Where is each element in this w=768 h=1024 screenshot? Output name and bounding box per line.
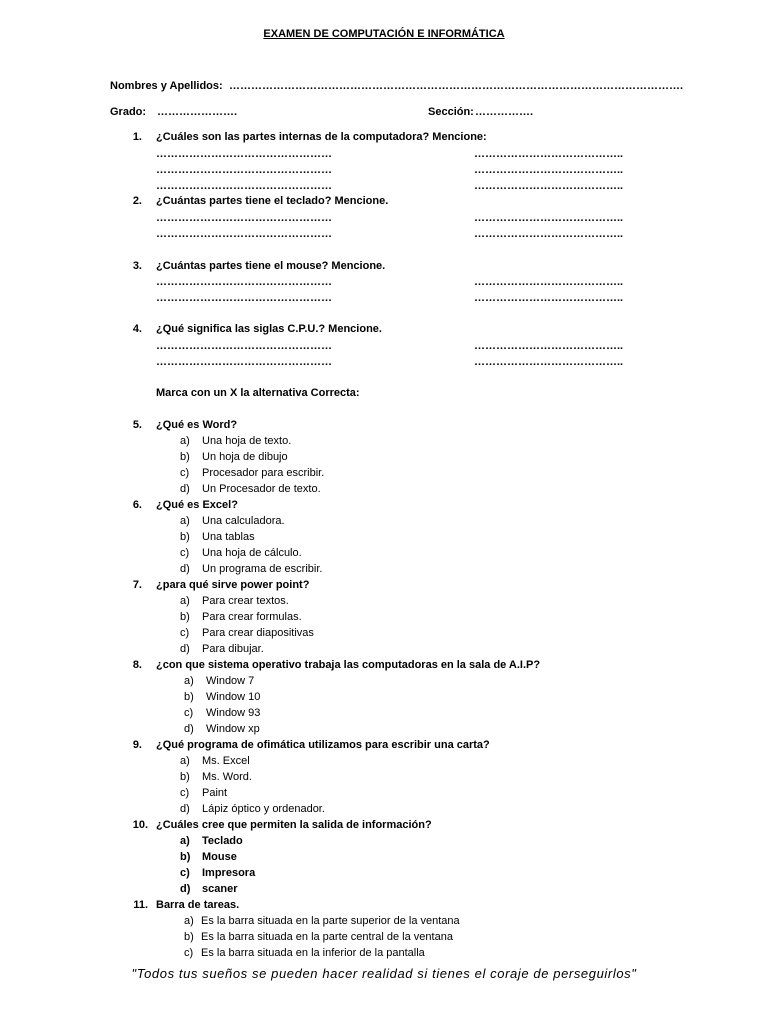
question-number: 3. [132, 260, 142, 272]
exam-title: EXAMEN DE COMPUTACIÓN E INFORMÁTICA [263, 28, 505, 40]
option-letter: d) [180, 483, 190, 495]
answer-line: ………………………………………… [156, 340, 332, 352]
answer-line: ………………………………….. [474, 356, 624, 368]
option-letter: d) [180, 883, 191, 895]
question-number: 9. [132, 739, 142, 751]
question-text: ¿con que sistema operativo trabaja las computadoras en la sala de A.I.P? [156, 659, 541, 671]
option-letter: c) [184, 947, 194, 959]
option-text: Un programa de escribir. [202, 563, 323, 575]
name-line: ……………………………………………………………………………………………………………. [229, 80, 684, 92]
option-text: Teclado [202, 835, 243, 847]
answer-line: ………………………………….. [474, 164, 624, 176]
option-text: Es la barra situada en la parte superior de la ventana [201, 915, 460, 927]
option-letter: c) [180, 547, 190, 559]
option-letter: b) [180, 771, 190, 783]
name-label: Nombres y Apellidos: [110, 80, 223, 92]
question-number: 10. [132, 819, 148, 831]
answer-line: ………………………………………… [156, 276, 332, 288]
option-text: Impresora [202, 867, 256, 879]
answer-line: ………………………………………… [156, 164, 332, 176]
section-line: ……………. [475, 106, 534, 118]
option-text: Mouse [202, 851, 237, 863]
option-letter: b) [180, 611, 190, 623]
option-letter: a) [180, 595, 190, 607]
answer-line: ………………………………………… [156, 228, 332, 240]
answer-line: ………………………………….. [474, 292, 624, 304]
answer-line: ………………………………………… [156, 180, 332, 192]
grade-label: Grado: [110, 106, 147, 118]
question-text: ¿Cuántas partes tiene el mouse? Mencione. [156, 260, 386, 272]
question-text: ¿Qué significa las siglas C.P.U.? Mencione. [156, 323, 382, 335]
question-number: 4. [132, 323, 142, 335]
option-text: Para crear textos. [202, 595, 289, 607]
option-letter: d) [184, 723, 194, 735]
answer-line: ………………………………….. [474, 148, 624, 160]
option-letter: c) [180, 467, 190, 479]
option-text: Window 7 [206, 675, 255, 687]
option-letter: b) [180, 451, 190, 463]
option-letter: b) [184, 691, 194, 703]
option-text: Ms. Excel [202, 755, 250, 767]
question-number: 2. [132, 195, 142, 207]
answer-line: ………………………………….. [474, 340, 624, 352]
option-letter: b) [180, 851, 191, 863]
option-text: Una tablas [202, 531, 255, 543]
option-text: Ms. Word. [202, 771, 252, 783]
option-letter: b) [180, 531, 190, 543]
question-text: ¿Qué es Word? [156, 419, 238, 431]
answer-line: ………………………………….. [474, 180, 624, 192]
option-text: Una hoja de cálculo. [202, 547, 302, 559]
question-text: ¿Cuáles cree que permiten la salida de información? [156, 819, 432, 831]
option-text: Paint [202, 787, 228, 799]
option-letter: a) [180, 835, 190, 847]
option-text: scaner [202, 883, 238, 895]
answer-line: ………………………………….. [474, 276, 624, 288]
question-number: 7. [132, 579, 142, 591]
option-letter: a) [180, 435, 190, 447]
answer-line: ………………………………….. [474, 228, 624, 240]
answer-line: ………………………………………… [156, 292, 332, 304]
option-text: Window 10 [206, 691, 261, 703]
option-letter: a) [184, 675, 194, 687]
option-letter: d) [180, 563, 190, 575]
option-letter: d) [180, 643, 190, 655]
option-text: Un Procesador de texto. [202, 483, 321, 495]
question-text: ¿para qué sirve power point? [156, 579, 310, 591]
option-text: Un hoja de dibujo [202, 451, 288, 463]
question-number: 1. [132, 131, 142, 143]
option-letter: c) [180, 867, 190, 879]
question-text: ¿Qué programa de ofimática utilizamos para escribir una carta? [156, 739, 490, 751]
option-letter: c) [184, 707, 194, 719]
option-text: Window xp [206, 723, 260, 735]
question-text: Barra de tareas. [156, 899, 240, 911]
option-text: Window 93 [206, 707, 261, 719]
question-number: 5. [132, 419, 142, 431]
answer-line: ………………………………………… [156, 356, 332, 368]
option-letter: a) [180, 515, 190, 527]
option-text: Lápiz óptico y ordenador. [202, 803, 325, 815]
option-letter: b) [184, 931, 194, 943]
answer-line: ………………………………………… [156, 212, 332, 224]
option-text: Procesador para escribir. [202, 467, 325, 479]
option-text: Una calculadora. [202, 515, 285, 527]
option-text: Una hoja de texto. [202, 435, 292, 447]
footer-motto: "Todos tus sueños se pueden hacer realidad si tienes el coraje de perseguirlos" [131, 966, 637, 981]
answer-line: ………………………………….. [474, 212, 624, 224]
option-letter: d) [180, 803, 190, 815]
question-text: ¿Cuáles son las partes internas de la computadora? Mencione: [156, 131, 487, 143]
question-text: ¿Qué es Excel? [156, 499, 238, 511]
question-number: 6. [132, 499, 142, 511]
question-number: 8. [132, 659, 142, 671]
option-text: Es la barra situada en la parte central de la ventana [201, 931, 453, 943]
grade-line: …………………. [157, 106, 238, 118]
option-text: Para dibujar. [202, 643, 264, 655]
option-letter: a) [184, 915, 194, 927]
option-text: Para crear diapositivas [202, 627, 314, 639]
option-letter: a) [180, 755, 190, 767]
option-text: Para crear formulas. [202, 611, 302, 623]
option-letter: c) [180, 787, 190, 799]
option-text: Es la barra situada en la inferior de la pantalla [201, 947, 425, 959]
instruction-text: Marca con un X la alternativa Correcta: [156, 387, 360, 399]
section-label: Sección: [428, 106, 474, 118]
answer-line: ………………………………………… [156, 148, 332, 160]
option-letter: c) [180, 627, 190, 639]
question-text: ¿Cuántas partes tiene el teclado? Mencione. [156, 195, 389, 207]
question-number: 11. [133, 899, 148, 911]
